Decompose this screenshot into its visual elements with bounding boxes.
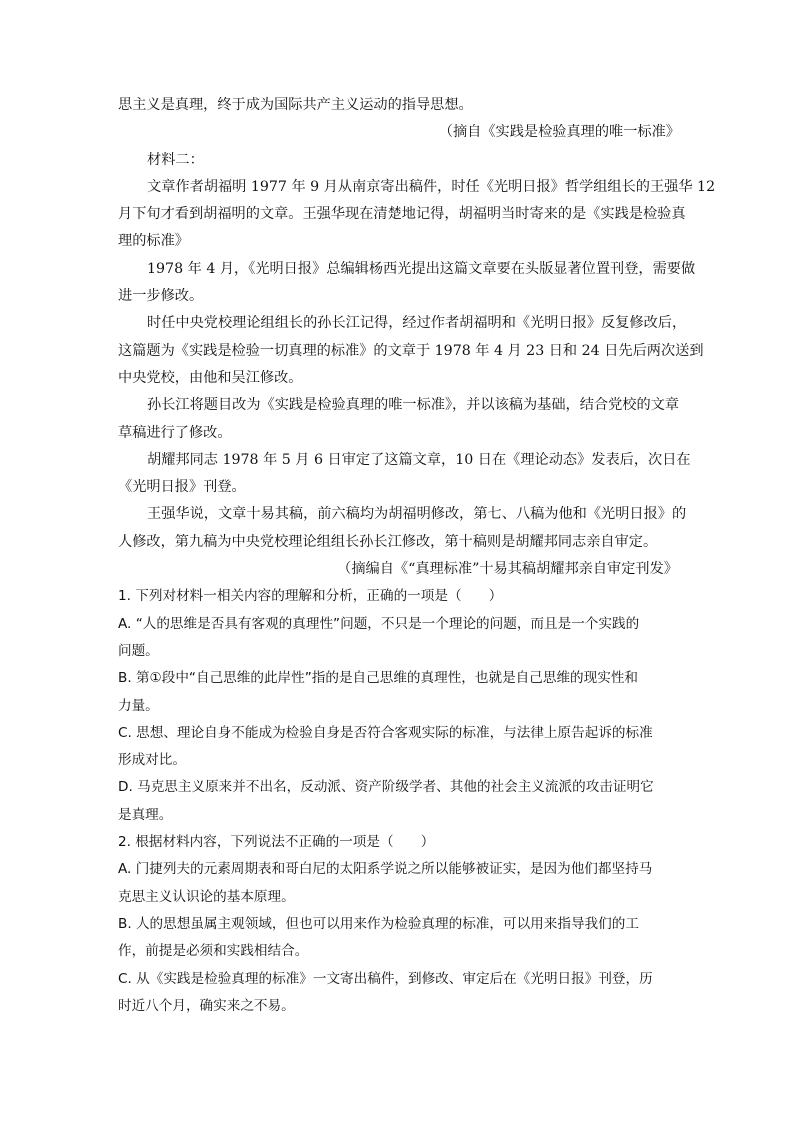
option-text: 时近八个月，确实来之不易。 <box>118 997 295 1014</box>
document-page <box>118 92 716 1020</box>
option-text: C. 思想、理论自身不能成为检验自身是否符合客观实际的标准，与法律上原告起诉的标准 <box>118 724 653 741</box>
option-d[interactable] <box>118 774 678 829</box>
text-line: 《光明日报》刊登。 <box>118 479 246 496</box>
text-line: 文章作者胡福明 1977 年 9 月从南京寄出稿件，时任《光明日报》哲学组组长的王强华 12 <box>147 178 716 195</box>
question-stem: 2. 根据材料内容，下列说法不正确的一项是（ ） <box>118 834 435 851</box>
option-c[interactable] <box>118 720 678 775</box>
option-b[interactable] <box>118 911 678 966</box>
option-text: 作，前提是必须和实践相结合。 <box>118 943 309 960</box>
text-line: 进一步修改。 <box>118 288 204 305</box>
option-a[interactable] <box>118 611 678 666</box>
material1-last-line: 思主义是真理，终于成为国际共产主义运动的指导思想。 <box>118 97 473 113</box>
material2-source: （摘编自《“真理标准”十易其稿胡耀邦亲自审定刊发》 <box>337 561 678 578</box>
option-text: B. 第①段中“自己思维的此岸性”指的是自己思维的真理性，也就是自己思维的现实性和 <box>118 670 639 687</box>
text-line: 时任中央党校理论组组长的孙长江记得，经过作者胡福明和《光明日报》反复修改后， <box>147 315 687 332</box>
text-line: 理的标准》 <box>118 233 189 250</box>
material2-paragraph <box>118 174 716 256</box>
text-line: 孙长江将题目改为《实践是检验真理的唯一标准》，并以该稿为基础，结合党校的文章 <box>147 397 680 414</box>
material2-paragraph <box>118 447 691 502</box>
question-stem: 1. 下列对材料一相关内容的理解和分析，正确的一项是（ ） <box>118 588 503 605</box>
material1-source: （摘自《实践是检验真理的唯一标准》 <box>438 124 680 141</box>
material2-paragraph <box>118 392 678 447</box>
text-line: 胡耀邦同志 1978 年 5 月 6 日审定了这篇文章，10 日在《理论动态》发表后，次日在 <box>147 451 691 468</box>
option-c[interactable] <box>118 966 678 1021</box>
text-line: 月下旬才看到胡福明的文章。王强华现在清楚地记得，胡福明当时寄来的是《实践是检验真 <box>118 206 686 223</box>
option-text: 是真理。 <box>118 806 173 823</box>
option-text: 问题。 <box>118 642 159 659</box>
option-b[interactable] <box>118 665 678 720</box>
option-text: 克思主义认识论的基本原理。 <box>118 888 295 905</box>
material2-paragraph <box>118 256 696 311</box>
text-line: 中央党校，由他和吴江修改。 <box>118 369 303 386</box>
material2-paragraph <box>118 310 704 392</box>
text-line: 这篇题为《实践是检验一切真理的标准》的文章于 1978 年 4 月 23 日和 24 日先后两次送到 <box>118 342 704 359</box>
text-line: 王强华说，文章十易其稿，前六稿均为胡福明修改，第七、八稿为他和《光明日报》的 <box>147 506 687 523</box>
option-text: A. “人的思维是否具有客观的真理性”问题，不只是一个理论的问题，而且是一个实践的 <box>118 615 640 632</box>
material2-paragraph <box>118 501 687 556</box>
option-text: D. 马克思主义原来并不出名，反动派、资产阶级学者、其他的社会主义流派的攻击证明它 <box>118 779 654 796</box>
question-1 <box>118 583 678 829</box>
question-2 <box>118 829 678 1020</box>
material2-heading: 材料二： <box>147 151 204 168</box>
option-text: A. 门捷列夫的元素周期表和哥白尼的太阳系学说之所以能够被证实，是因为他们都坚持马 <box>118 861 653 878</box>
option-text: 形成对比。 <box>118 752 186 769</box>
text-line: 人修改，第九稿为中央党校理论组组长孙长江修改，第十稿则是胡耀邦同志亲自审定。 <box>118 533 658 550</box>
option-text: B. 人的思想虽属主观领域，但也可以用来作为检验真理的标准，可以用来指导我们的工 <box>118 915 639 932</box>
option-text: 力量。 <box>118 697 159 714</box>
text-line: 1978 年 4 月，《光明日报》总编辑杨西光提出这篇文章要在头版显著位置刊登，需要做 <box>147 260 696 277</box>
option-text: C. 从《实践是检验真理的标准》一文寄出稿件，到修改、审定后在《光明日报》刊登，历 <box>118 970 653 987</box>
option-a[interactable] <box>118 856 678 911</box>
text-line: 草稿进行了修改。 <box>118 424 232 441</box>
